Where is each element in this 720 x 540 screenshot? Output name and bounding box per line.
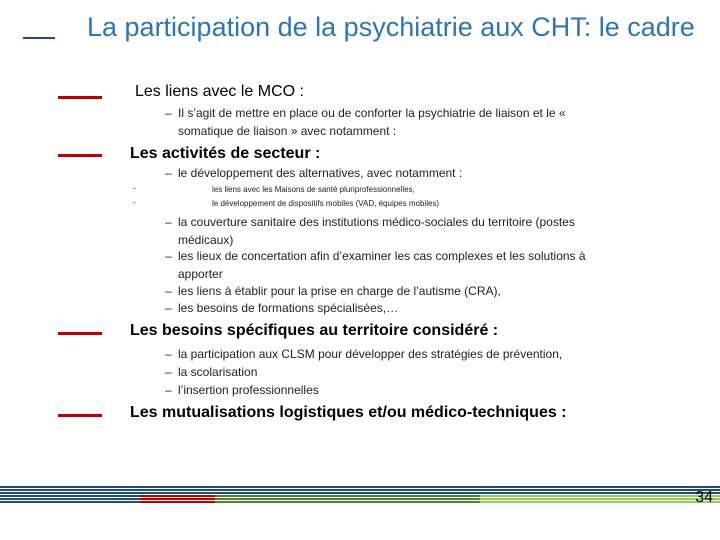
section-heading-secteur: Les activités de secteur : — [130, 145, 321, 162]
list-item: – le développement des alternatives, avec notamment : — [178, 164, 658, 182]
list-item: – l’insertion professionnelles — [178, 381, 648, 399]
title-accent-line — [23, 37, 55, 39]
list-item: – les lieux de concertation afin d’examiner les cas complexes et les solutions à apporter — [178, 247, 628, 283]
section-heading-besoins: Les besoins spécifiques au territoire considéré : — [130, 322, 499, 339]
list-item: – les besoins de formations spécialisées,… — [178, 299, 648, 317]
sub-bullet-dot: - — [133, 184, 136, 193]
list-item: – les liens à établir pour la prise en charge de l’autisme (CRA), — [178, 282, 648, 300]
sub-list-item: les liens avec les Maisons de santé pluriprofessionnelles, — [212, 185, 415, 194]
section-bullet-marker — [58, 332, 102, 335]
section-bullet-marker — [58, 96, 102, 99]
section-bullet-marker — [58, 414, 102, 417]
section-heading-mco: Les liens avec le MCO : — [135, 83, 304, 100]
page-number: 34 — [695, 489, 713, 506]
sub-list-item: le développement de dispositifs mobiles (VAD, équipes mobiles) — [212, 199, 440, 208]
section-bullet-marker — [58, 154, 102, 157]
list-item: – la scolarisation — [178, 363, 648, 381]
list-item: – la couverture sanitaire des institutions médico-sociales du territoire (postes médicaux) — [178, 213, 628, 249]
list-item: – Il s’agit de mettre en place ou de conforter la psychiatrie de liaison et le « somatique de liaison » avec notamment : — [178, 104, 598, 140]
section-heading-mutualisations: Les mutualisations logistiques et/ou médico-techniques : — [130, 404, 567, 421]
sub-bullet-dot: - — [133, 198, 136, 207]
list-item: – la participation aux CLSM pour développer des stratégies de prévention, — [178, 345, 648, 363]
slide-title: La participation de la psychiatrie aux CHT: le cadre — [87, 12, 695, 42]
